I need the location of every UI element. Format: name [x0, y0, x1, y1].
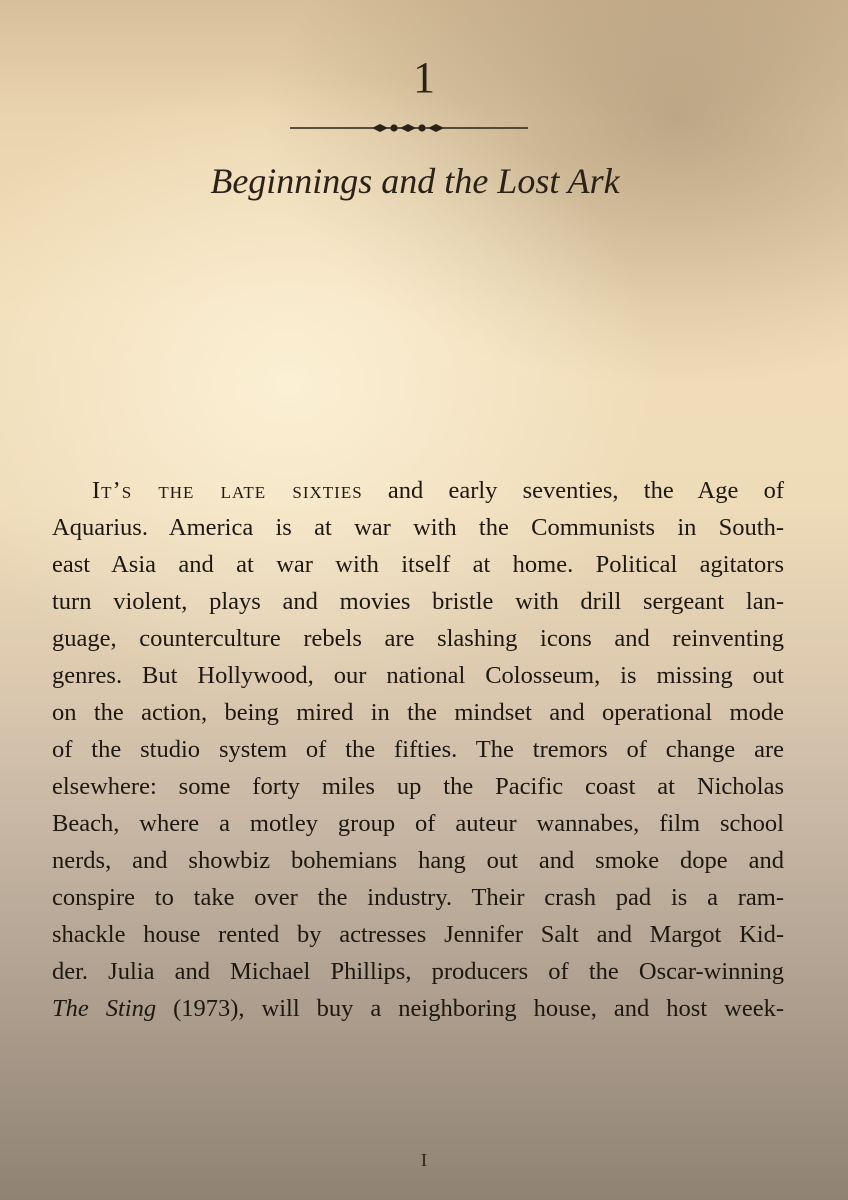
text-line: Beach, where a motley group of auteur wannabes, film school: [52, 810, 784, 837]
text-line: Aquarius. America is at war with the Communists in South-: [52, 514, 784, 541]
text-line: [52, 990, 784, 1027]
chapter-number: 1: [413, 53, 435, 102]
film-title: The Sting: [52, 995, 157, 1022]
text-line: turn violent, plays and movies bristle with drill sergeant lan-: [52, 588, 784, 615]
text-line: guage, counterculture rebels are slashing icons and reinventing: [52, 625, 784, 652]
chapter-title: Beginnings and the Lost Ark: [210, 161, 620, 201]
text-line: conspire to take over the industry. Their crash pad is a ram-: [52, 884, 784, 911]
text-line: on the action, being mired in the mindset and operational mode: [52, 699, 784, 726]
text-line: der. Julia and Michael Phillips, producers of the Oscar-winning: [52, 958, 784, 985]
body-paragraph: [52, 472, 784, 1027]
text-line: east Asia and at war with itself at home. Political agitators: [52, 551, 784, 578]
text-line: genres. But Hollywood, our national Colosseum, is missing out: [52, 662, 784, 689]
text-line: of the studio system of the fifties. The tremors of change are: [52, 736, 784, 763]
text-line: elsewhere: some forty miles up the Pacific coast at Nicholas: [52, 773, 784, 800]
line-text: and early seventies, the Age of: [362, 477, 784, 504]
opening-smallcaps: It’s the late sixties: [92, 477, 363, 504]
text-line: [52, 472, 784, 509]
text-line: nerds, and showbiz bohemians hang out and smoke dope and: [52, 847, 784, 874]
page-number: I: [421, 1150, 427, 1170]
ornament-rule: [290, 118, 528, 138]
line-text: (1973), will buy a neighboring house, and host week-: [156, 995, 784, 1022]
text-line: shackle house rented by actresses Jennifer Salt and Margot Kid-: [52, 921, 784, 948]
